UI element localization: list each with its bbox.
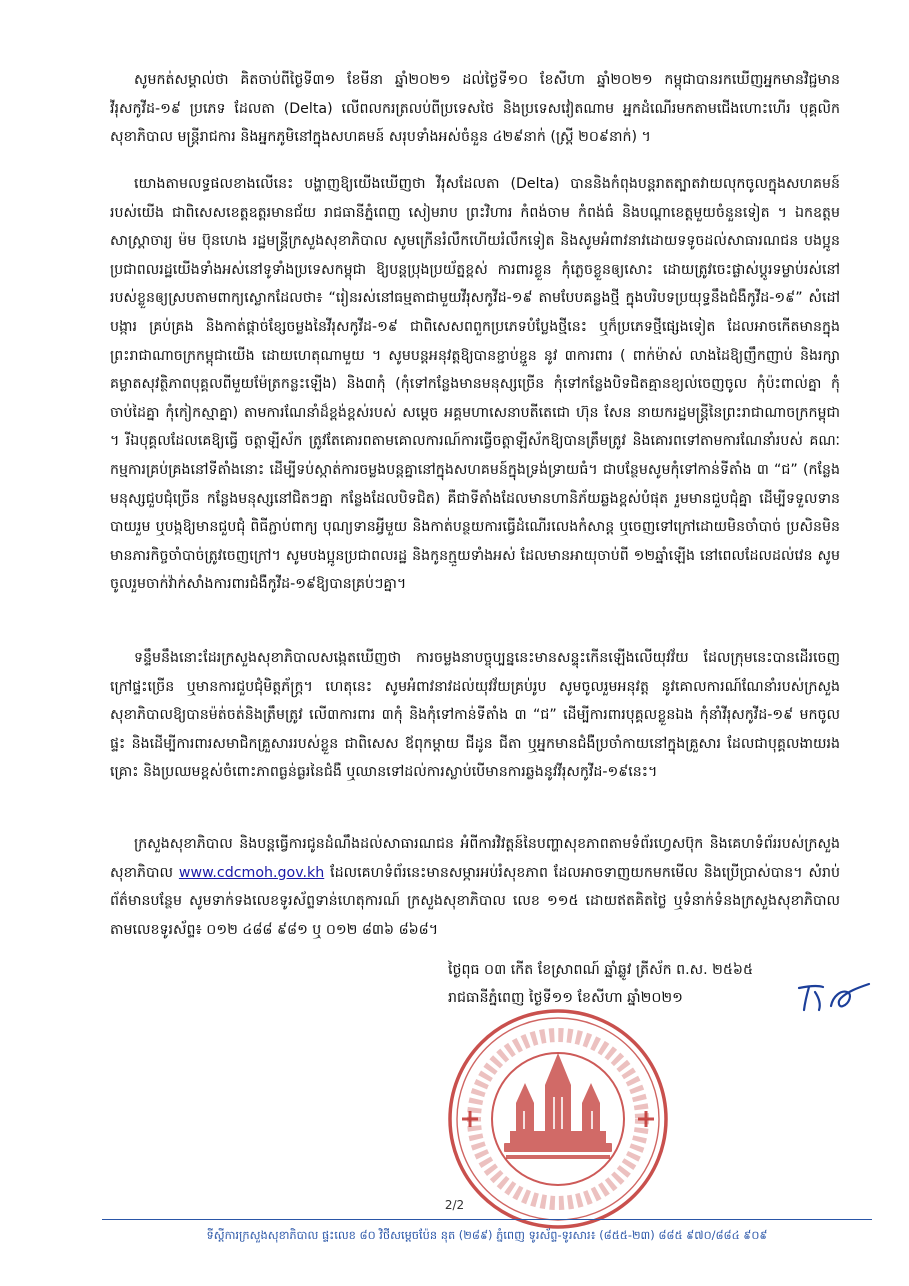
document-body xyxy=(110,66,840,958)
contact-text-end: ដែលគេហទំព័រនេះមានសម្ភារអប់រំសុខភាព ដែលអាចទាញយកមកមើល និងប្រើប្រាស់បាន។ សំរាប់ព័ត៌មានបន្ថែម សូមទាក់ទងលេខទូរស័ព្ទទាន់ហេតុការណ៍ ក្រសួងសុខាភិបាល លេខ ១១៥ ដោយឥតគិតថ្លៃ ឬទំនាក់ទំនងក្រសួងសុខាភិបាល តាមលេខទូរស័ព្ទ៖ ០១២ ៤៨៨ ៩៨១ ឬ ០១២ ៨៣៦ ៨៦៨។ xyxy=(110,864,840,938)
page-number: 2/2 xyxy=(444,1198,465,1212)
place-and-date: រាជធានីភ្នំពេញ ថ្ងៃទី១១ ខែសីហា ឆ្នាំ២០២១ xyxy=(448,990,683,1006)
footer-divider xyxy=(102,1219,872,1220)
paragraph-delta-warning: យោងតាមលទ្ធផលខាងលើនេះ បង្ហាញឱ្យយើងឃើញថា វីរុសដែលតា (Delta) បាននិងកំពុងបន្តរាតត្បាតវាយលុកចូលក្នុងសហគមន៍របស់យើង ជាពិសេសខេត្តឧត្តរមានជ័យ រាជធានីភ្នំពេញ សៀមរាប ព្រះវិហារ កំពង់ចាម កំពង់ធំ និងបណ្ដាខេត្តមួយចំនួនទៀត ។ ឯកឧត្តមសាស្ត្រាចារ្យ ម៉ម ប៊ុនហេង រដ្ឋមន្ត្រីក្រសួងសុខាភិបាល សូមក្រើនរំលឹកហើយរំលឹកទៀត និងសូមអំពាវនាវដោយទទូចដល់សាធារណជន បងប្អូនប្រជាពលរដ្ឋយើងទាំងអស់នៅទូទាំងប្រទេសកម្ពុជា ឱ្យបន្តប្រុងប្រយ័ត្នខ្ពស់ ការពារខ្លួន កុំភ្លេចខ្លួនឲ្យសោះ ដោយត្រូវចេះផ្លាស់ប្តូរទម្លាប់រស់នៅរបស់ខ្លួនឲ្យស្របតាមពាក្យស្លោកដែលថា៖ “រៀនរស់នៅធម្មតាជាមួយវីរុសកូវីដ-១៩ តាមបែបគន្លងថ្មី ក្នុងបរិបទប្រយុទ្ធនឹងជំងឺកូវីដ-១៩” សំដៅបង្ការ គ្រប់គ្រង និងកាត់ផ្ដាច់ខ្សែចម្លងនៃវីរុសកូវីដ-១៩ ជាពិសេសពពួកប្រភេទបំប្លែងថ្មីនេះ ឬក៏ប្រភេទថ្មីផ្សេងទៀត ដែលអាចកើតមានក្នុងព្រះរាជាណាចក្រកម្ពុជាយើង ដោយហេតុណាមួយ ។ សូមបន្តអនុវត្តឱ្យបានខ្ជាប់ខ្ជួន នូវ ៣ការពារ ( ពាក់ម៉ាស់ លាងដៃឱ្យញឹកញាប់ និងរក្សាគម្លាតសុវត្ថិភាពបុគ្គលពីមួយម៉ែត្រកន្លះឡើង) និង៣កុំ (កុំទៅកន្លែងមានមនុស្សច្រើន កុំទៅកន្លែងបិទជិតគ្មានខ្យល់ចេញចូល កុំប៉ះពាល់គ្នា កុំចាប់ដៃគ្នា កុំកៀកស្មាគ្នា) តាមការណែនាំដ៏ខ្ពង់ខ្ពស់របស់ សម្ដេច អគ្គមហាសេនាបតីតេជោ ហ៊ុន សែន នាយករដ្ឋមន្ត្រីនៃព្រះរាជាណាចក្រកម្ពុជា ។ រីឯបុគ្គលដែលគេឱ្យធ្វើ ចត្តាឡីស័ក ត្រូវតែគោរពតាមគោលការណ៍ការធ្វើចត្តាឡីស័កឱ្យបានត្រឹមត្រូវ និងគោរពទៅតាមការណែនាំរបស់ គណៈ កម្មការគ្រប់គ្រងនៅទីតាំងនោះ ដើម្បីទប់ស្កាត់ការចម្លងបន្តគ្នានៅក្នុងសហគមន៍ក្នុងទ្រង់ទ្រាយធំ។ ជាបន្ថែមសូមកុំទៅកាន់ទីតាំង ៣ “ជ” (កន្លែងមនុស្សជួបជុំច្រើន កន្លែងមនុស្សនៅជិតៗគ្នា កន្លែងដែលបិទជិត) គឺជាទីតាំងដែលមានហានិភ័យឆ្លងខ្ពស់បំផុត រួមមានជួបជុំគ្នា ដើម្បីទទួលទានបាយរួម ឬបង្កឱ្យមានជួបជុំ ពិធីភ្ជាប់ពាក្យ បុណ្យទានអ្វីមួយ និងកាត់បន្ថយការធ្វើដំណើរលេងកំសាន្ត ឬចេញទៅក្រៅដោយមិនចាំបាច់ ប្រសិនមិនមានភារកិច្ចចាំបាច់ត្រូវចេញក្រៅ។ សូមបងប្អូនប្រជាពលរដ្ឋ និងកូនក្មួយទាំងអស់ ដែលមានអាយុចាប់ពី ១២ឆ្នាំឡើង នៅពេលដែលដល់វេន សូមចូលរួមចាក់វ៉ាក់សាំងការពារជំងឺកូវីដ-១៩ឱ្យបានគ្រប់ៗគ្នា។ xyxy=(110,176,840,593)
footer-address: ទីស្តីការក្រសួងសុខាភិបាល ផ្ទះលេខ ៨០ វិថីសម្ដេចប៉ែន នុត (២៨៩) ភ្នំពេញ ទូរស័ព្ទ-ទូរសារ៖ (៨៥៥-២៣) ៨៨៥ ៩៧០/៨៨៤ ៩០៩ xyxy=(206,1228,768,1242)
contact-text-start: ក្រសួងសុខាភិបាល និងបន្តធ្វើការជូនដំណឹងដល់សាធារណជន អំពីការវិវត្តន៍នៃបញ្ហាសុខភាពតាមទំព័រហ្វេសប៊ុក និងគេហទំព័ររបស់ក្រសួងសុខាភិបាល xyxy=(110,836,840,881)
paragraph-contact-info xyxy=(110,830,840,944)
lunar-date: ថ្ងៃពុធ ០៣ កើត ខែស្រាពណ៍ ឆ្នាំឆ្លូវ ត្រីស័ក ព.ស. ២៥៦៥ xyxy=(448,962,754,978)
website-link[interactable]: www.cdcmoh.gov.kh xyxy=(178,864,325,881)
paragraph-case-report: សូមកត់សម្គាល់ថា គិតចាប់ពីថ្ងៃទី៣១ ខែមីនា ឆ្នាំ២០២១ ដល់ថ្ងៃទី១០ ខែសីហា ឆ្នាំ២០២១ កម្ពុជាបានរកឃើញអ្នកមានវិជ្ជមានវីរុសកូវីដ-១៩ ប្រភេទ ដែលតា (Delta) លើពលករត្រលប់ពីប្រទេសថៃ និងប្រទេសវៀតណាម អ្នកដំណើរមកតាមជើងហោះហើរ បុគ្គលិកសុខាភិបាល មន្ត្រីរាជការ និងអ្នកភូមិនៅក្នុងសហគមន៍ សរុបទាំងអស់ចំនួន ៤២៩នាក់ (ស្ត្រី ២០៩នាក់) ។ xyxy=(110,72,840,146)
paragraph-youth-appeal: ទន្ទឹមនឹងនោះដែរក្រសួងសុខាភិបាលសង្កេតឃើញថា ការចម្លងនាបច្ចុប្បន្ននេះមានសន្ទុះកើនឡើងលើយុវវ័យ ដែលក្រុមនេះបានដើរចេញក្រៅផ្ទះច្រើន ឬមានការជួបជុំមិត្តភ័ក្ត្រ។ ហេតុនេះ សូមអំពាវនាវដល់យុវវ័យគ្រប់រូប សូមចូលរួមអនុវត្ត នូវគោលការណ៍ណែនាំរបស់ក្រសួងសុខាភិបាលឱ្យបានម៉ត់ចត់និងត្រឹមត្រូវ លើ៣ការពារ ៣កុំ និងកុំទៅកាន់ទីតាំង ៣ “ជ” ដើម្បីការពារបុគ្គលខ្លួនឯង កុំនាំវីរុសកូវីដ-១៩ មកចូលផ្ទះ និងដើម្បីការពារសមាជិកគ្រួសាររបស់ខ្លួន ជាពិសេស ឪពុកម្ដាយ ជីដូន ជីតា ឬអ្នកមានជំងឺប្រចាំកាយនៅក្នុងគ្រួសារ ដែលជាបុគ្គលងាយរងគ្រោះ និងប្រឈមខ្ពស់ចំពោះភាពធ្ងន់ធ្ងរនៃជំងឺ ឬឈានទៅដល់ការស្លាប់បើមានការឆ្លងនូវវីរុសកូវីដ-១៩នេះ។ xyxy=(110,650,840,781)
signature-icon xyxy=(795,980,875,1016)
